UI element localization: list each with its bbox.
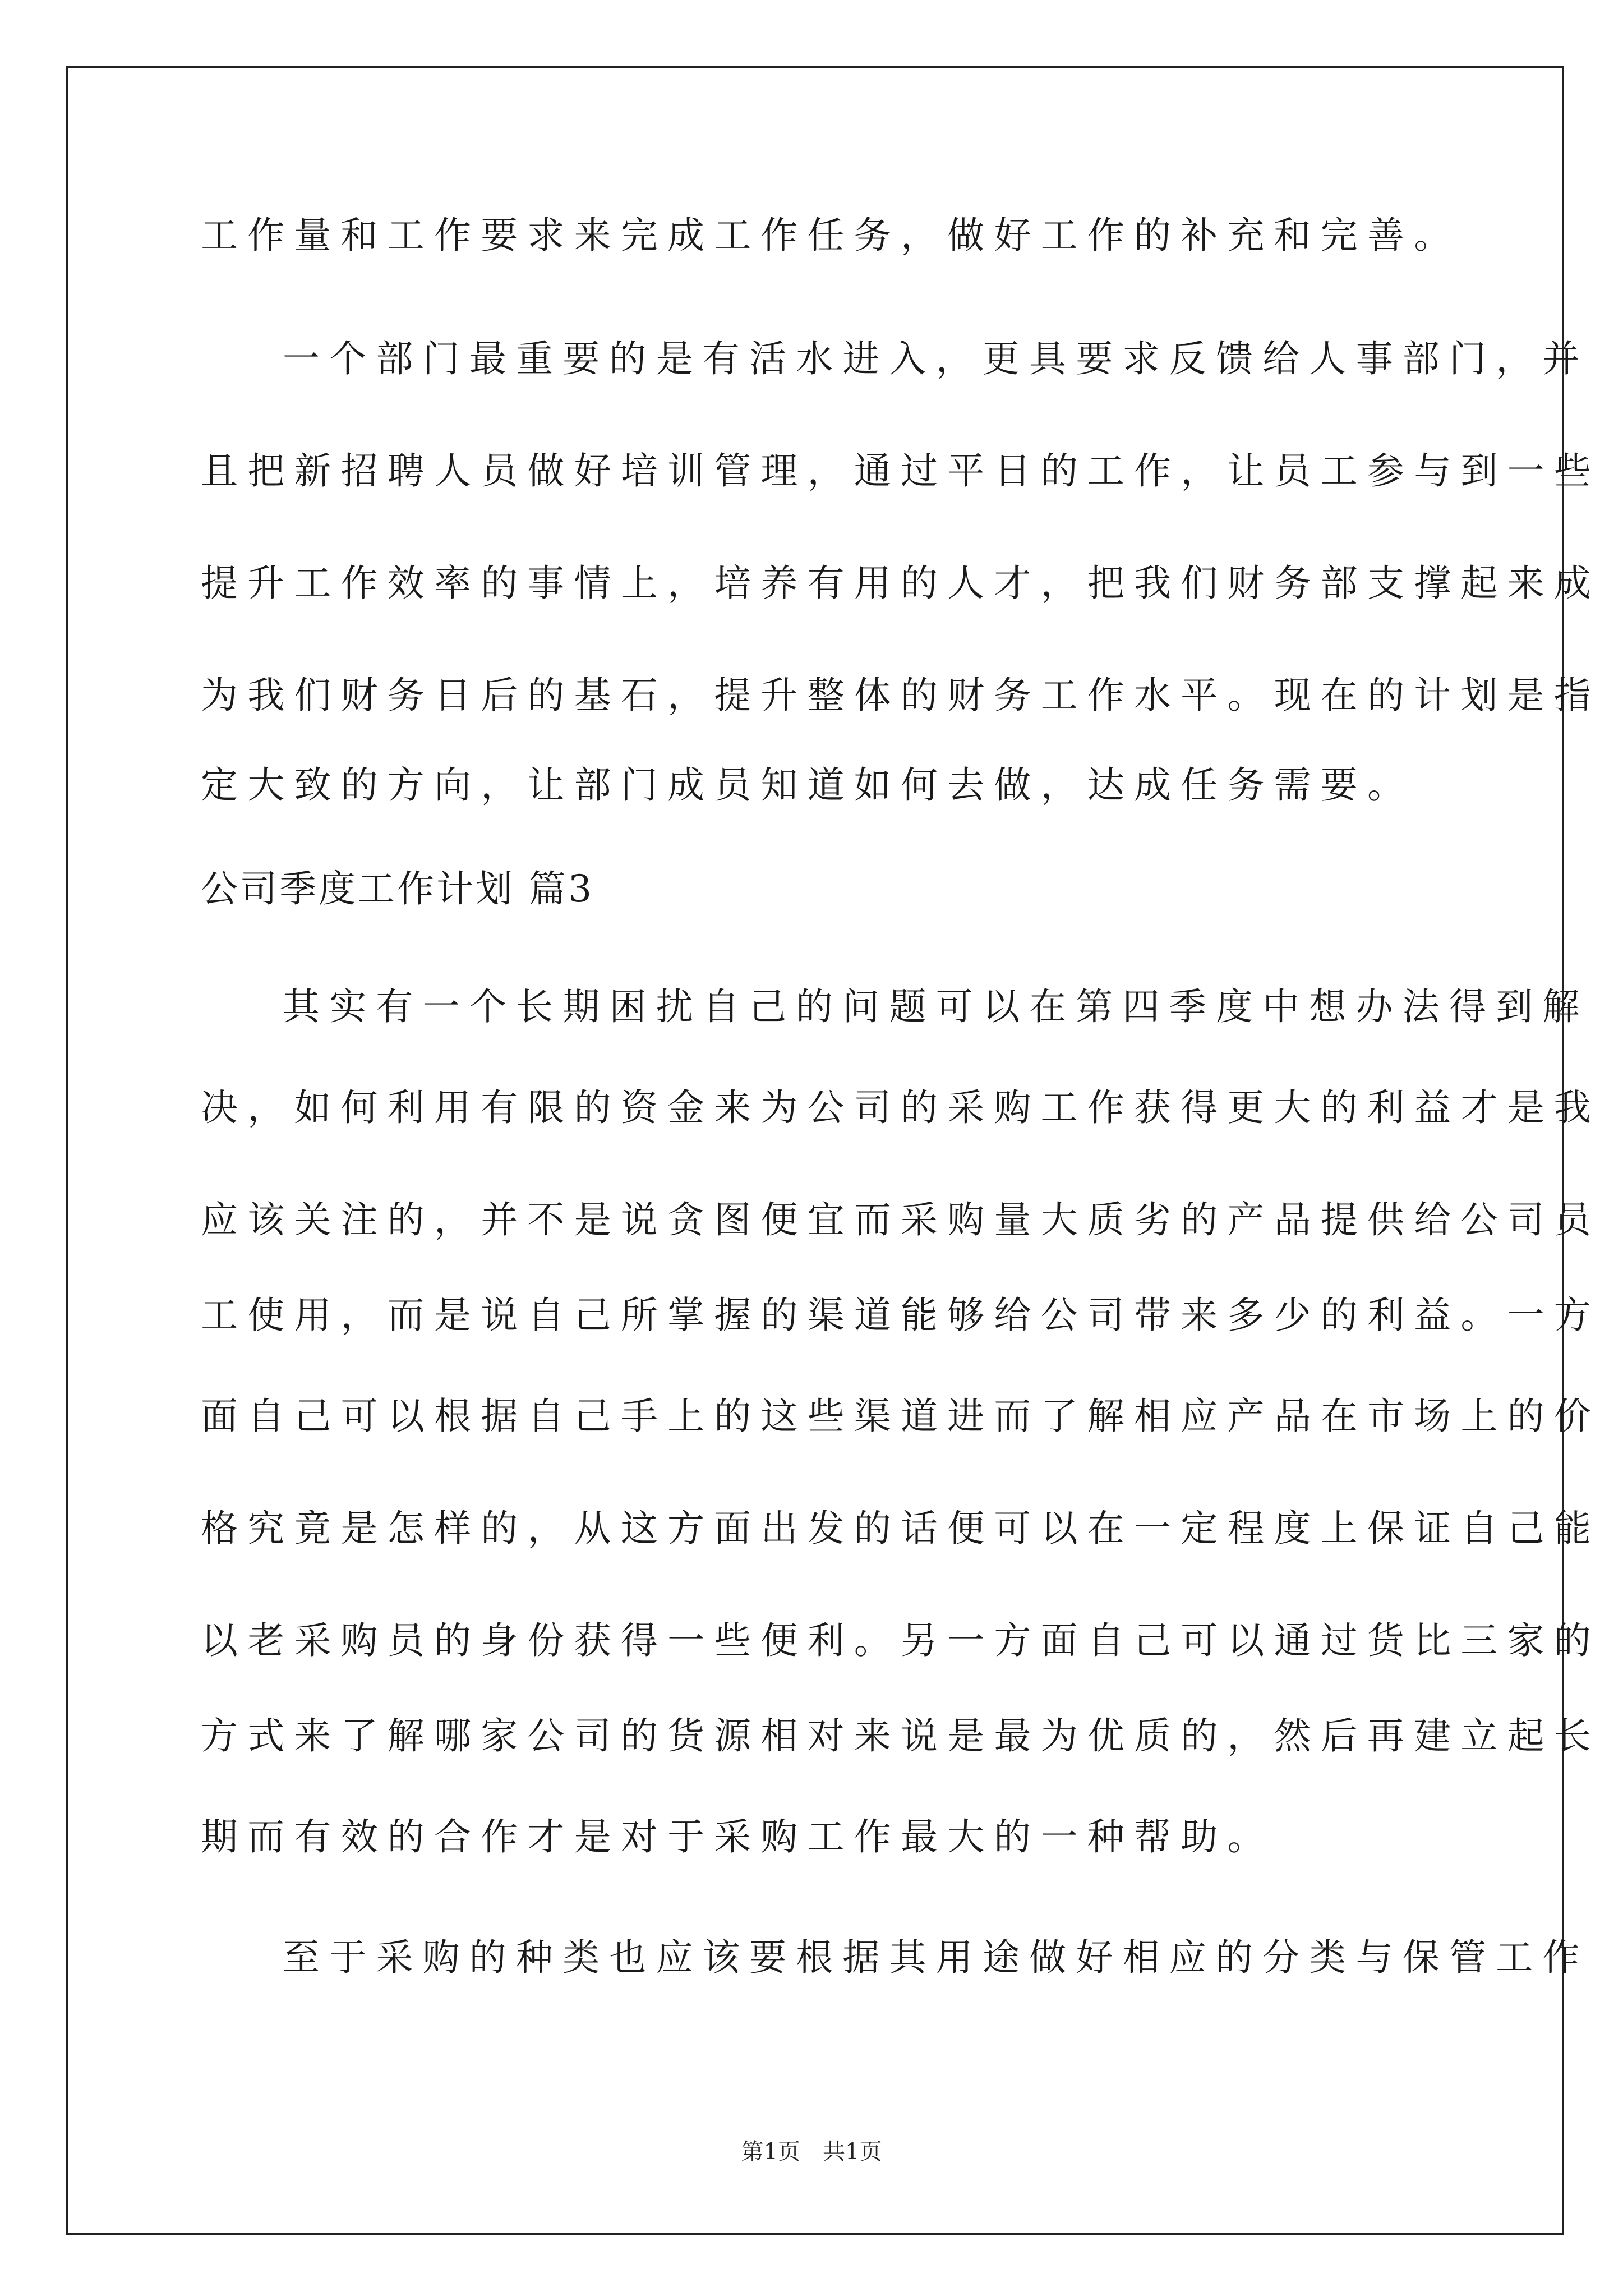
paragraph-line: 一个部门最重要的是有活水进入，更具要求反馈给人事部门，并 [283, 337, 1589, 380]
paragraph-line: 期而有效的合作才是对于采购工作最大的一种帮助。 [201, 1815, 1274, 1858]
paragraph-line: 为我们财务日后的基石，提升整体的财务工作水平。现在的计划是指 [201, 674, 1601, 717]
paragraph-line: 且把新招聘人员做好培训管理，通过平日的工作，让员工参与到一些 [201, 449, 1601, 493]
paragraph-line: 工作量和工作要求来完成工作任务，做好工作的补充和完善。 [201, 214, 1461, 257]
page-border [66, 66, 1564, 2235]
paragraph-line: 应该关注的，并不是说贪图便宜而采购量大质劣的产品提供给公司员 [201, 1198, 1601, 1241]
section-heading: 公司季度工作计划 篇3 [201, 867, 594, 910]
paragraph-line: 以老采购员的身份获得一些便利。另一方面自己可以通过货比三家的 [201, 1619, 1601, 1662]
paragraph-line: 至于采购的种类也应该要根据其用途做好相应的分类与保管工作 [283, 1936, 1589, 1979]
paragraph-line: 面自己可以根据自己手上的这些渠道进而了解相应产品在市场上的价 [201, 1395, 1601, 1438]
paragraph-line: 决，如何利用有限的资金来为公司的采购工作获得更大的利益才是我 [201, 1086, 1601, 1129]
paragraph-line: 工使用，而是说自己所掌握的渠道能够给公司带来多少的利益。一方 [201, 1294, 1601, 1337]
page-footer [0, 2135, 1623, 2169]
page-total: 共1页 [823, 2139, 882, 2165]
paragraph-line: 格究竟是怎样的，从这方面出发的话便可以在一定程度上保证自己能 [201, 1507, 1601, 1550]
paragraph-line: 提升工作效率的事情上，培养有用的人才，把我们财务部支撑起来成 [201, 562, 1601, 605]
paragraph-line: 方式来了解哪家公司的货源相对来说是最为优质的，然后再建立起长 [201, 1714, 1601, 1757]
paragraph-line: 其实有一个长期困扰自己的问题可以在第四季度中想办法得到解 [283, 985, 1589, 1028]
paragraph-line: 定大致的方向，让部门成员知道如何去做，达成任务需要。 [201, 763, 1414, 807]
page-number: 第1页 [741, 2139, 800, 2165]
